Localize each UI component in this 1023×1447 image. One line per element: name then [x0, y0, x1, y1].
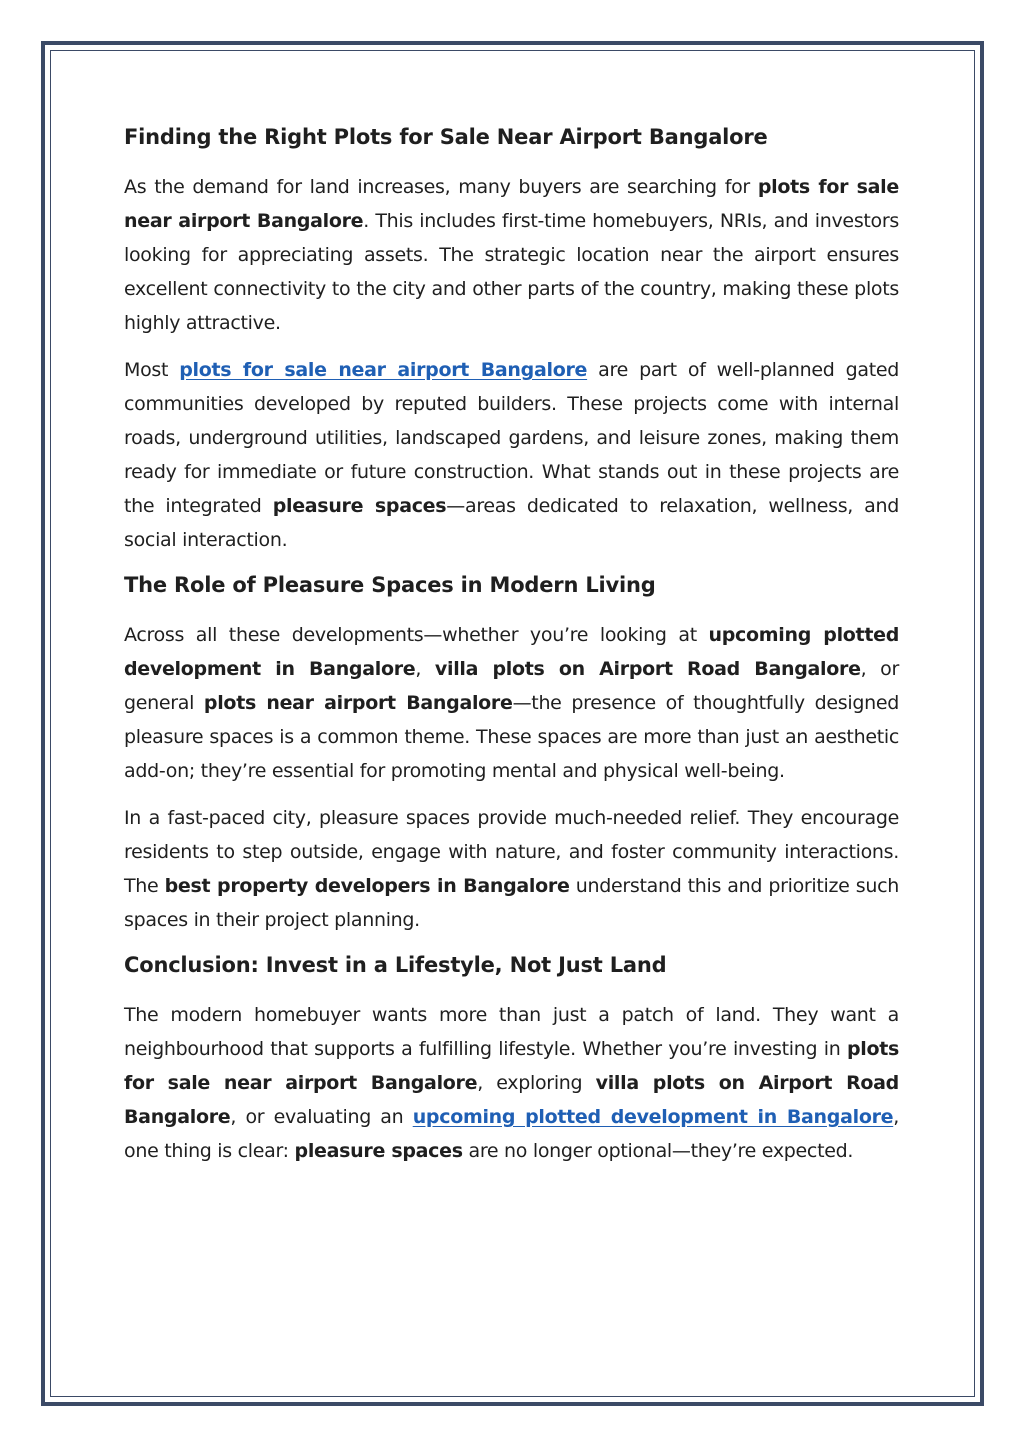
- text-run: understand this and prioritize such spaces in their project planning.: [124, 875, 899, 931]
- paragraph: [124, 998, 899, 1168]
- text-run: As the demand for land increases, many buyers are searching for: [124, 176, 758, 198]
- text-run: , exploring: [477, 1072, 596, 1094]
- section-heading: Finding the Right Plots for Sale Near Airport Bangalore: [124, 125, 768, 149]
- text-run: ,: [415, 658, 435, 680]
- text-run: —areas dedicated to relaxation, wellness, and social interaction.: [124, 495, 899, 551]
- bold-keyword: plots for sale near airport Bangalore: [124, 176, 899, 232]
- document-body: [124, 122, 899, 1181]
- keyword-link[interactable]: plots for sale near airport Bangalore: [179, 359, 588, 381]
- text-run: . This includes first-time homebuyers, NRIs, and investors looking for appreciating assets. The strategic location near the airport ensures excellent connectivity to the city and other parts of the country, making these plots highly attractive.: [124, 210, 899, 334]
- section-heading: The Role of Pleasure Spaces in Modern Living: [124, 573, 656, 597]
- text-run: are no longer optional—they’re expected.: [462, 1140, 854, 1162]
- text-run: The modern homebuyer wants more than just a patch of land. They want a neighbourhood that supports a fulfilling lifestyle. Whether you’re investing in: [124, 1004, 899, 1060]
- paragraph: [124, 353, 899, 557]
- text-run: , one thing is clear:: [124, 1106, 899, 1162]
- text-run: , or general: [124, 658, 899, 714]
- text-run: In a fast-paced city, pleasure spaces provide much-needed relief. They encourage residents to step outside, engage with nature, and foster community interactions. The: [124, 807, 899, 897]
- section-heading: Conclusion: Invest in a Lifestyle, Not Just Land: [124, 953, 667, 977]
- bold-keyword: plots near airport Bangalore: [203, 692, 513, 714]
- bold-keyword: villa plots on Airport Road Bangalore: [124, 1072, 899, 1128]
- bold-keyword: pleasure spaces: [272, 495, 447, 517]
- bold-keyword: upcoming plotted development in Bangalore: [124, 624, 899, 680]
- bold-keyword: best property developers in Bangalore: [164, 875, 570, 897]
- keyword-link[interactable]: upcoming plotted development in Bangalore: [412, 1106, 894, 1128]
- bold-keyword: villa plots on Airport Road Bangalore: [434, 658, 861, 680]
- text-run: Most: [124, 359, 180, 381]
- paragraph: [124, 618, 899, 788]
- paragraph: [124, 801, 899, 937]
- text-run: , or evaluating an: [230, 1106, 413, 1128]
- text-run: are part of well-planned gated communities developed by reputed builders. These projects come with internal roads, underground utilities, landscaped gardens, and leisure zones, making them ready for immediate or future construction. What stands out in these projects are the integrated: [124, 359, 900, 517]
- text-run: —the presence of thoughtfully designed pleasure spaces is a common theme. These spaces are more than just an aesthetic add-on; they’re essential for promoting mental and physical well-being.: [124, 692, 900, 782]
- paragraph: [124, 170, 899, 340]
- bold-keyword: plots for sale near airport Bangalore: [124, 1038, 899, 1094]
- bold-keyword: pleasure spaces: [294, 1140, 463, 1162]
- text-run: Across all these developments—whether you’re looking at: [124, 624, 709, 646]
